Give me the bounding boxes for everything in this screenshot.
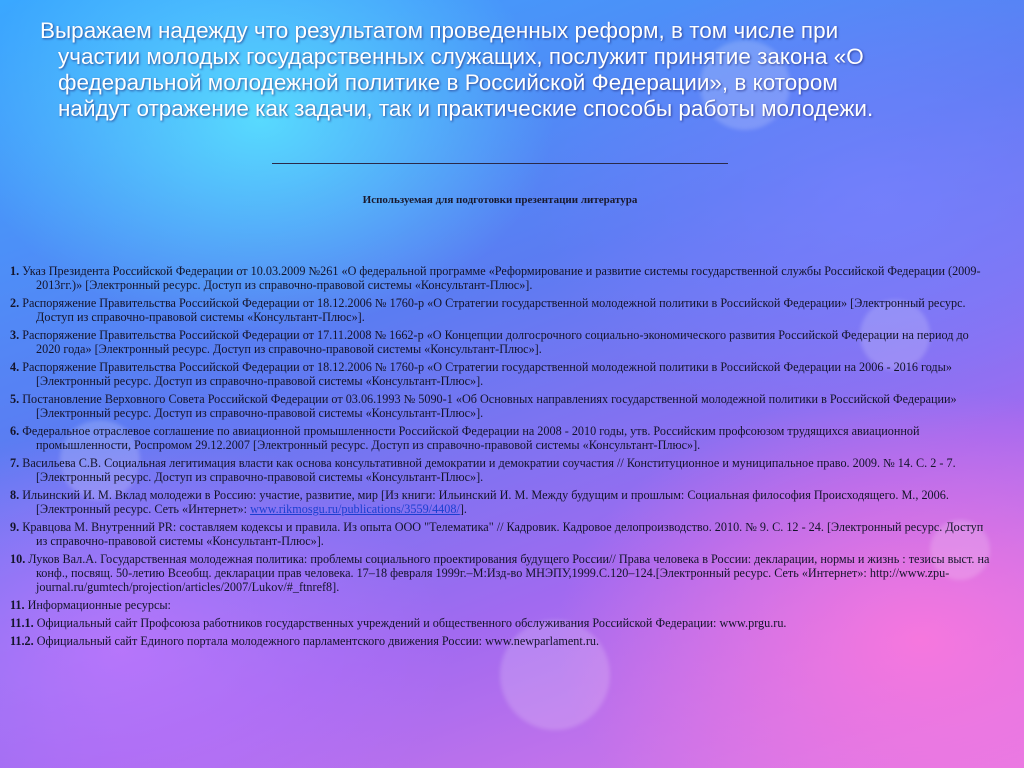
reference-item	[10, 488, 990, 516]
divider-line	[272, 163, 728, 164]
reference-number: 11.1.	[10, 616, 34, 630]
reference-number: 11.2.	[10, 634, 34, 648]
reference-number: 8.	[10, 488, 20, 502]
reference-number: 6.	[10, 424, 20, 438]
reference-item	[10, 552, 990, 594]
title-line: Выражаем надежду что результатом проведенных реформ, в том числе при	[40, 18, 839, 43]
reference-item	[10, 296, 990, 324]
title-line: найдут отражение как задачи, так и практические способы работы молодежи.	[58, 96, 874, 121]
reference-text: Ильинский И. М. Вклад молодежи в Россию: участие, развитие, мир [Из книги: Ильинский И. М. Между будущим и прошлым: Социальная философия Происходящего. М., 2006. [Электронный ресурс. Сеть «Интернет»:	[22, 488, 949, 516]
reference-item	[10, 264, 990, 292]
reference-number: 9.	[10, 520, 20, 534]
reference-number: 3.	[10, 328, 20, 342]
reference-text: ].	[459, 502, 467, 516]
title-line: участии молодых государственных служащих, послужит принятие закона «О	[58, 44, 864, 69]
reference-text: Распоряжение Правительства Российской Федерации от 17.11.2008 № 1662-р «О Концепции долгосрочного социально-экономического развития Российской Федерации на период до 2020 года» [Электронный ресурс. Доступ из справочно-правовой системы «Консультант-Плюс»].	[22, 328, 969, 356]
reference-text: Распоряжение Правительства Российской Федерации от 18.12.2006 № 1760-р «О Стратегии государственной молодежной политики в Российской Федерации на 2006 - 2016 годы» [Электронный ресурс. Доступ из справочно-правовой системы «Консультант-Плюс»].	[22, 360, 952, 388]
reference-item	[10, 520, 990, 548]
reference-list	[10, 264, 990, 652]
reference-item	[10, 634, 990, 648]
reference-number: 1.	[10, 264, 20, 278]
literature-heading: Используемая для подготовки презентации литература	[362, 194, 638, 206]
reference-text: Распоряжение Правительства Российской Федерации от 18.12.2006 № 1760-р «О Стратегии государственной молодежной политики в Российской Федерации» [Электронный ресурс. Доступ из справочно-правовой системы «Консультант-Плюс»].	[22, 296, 966, 324]
reference-text: Официальный сайт Единого портала молодежного парламентского движения России: www.newparlament.ru.	[36, 634, 600, 648]
reference-number: 7.	[10, 456, 20, 470]
reference-item	[10, 328, 990, 356]
reference-text: Постановление Верховного Совета Российской Федерации от 03.06.1993 № 5090-1 «Об Основных направлениях государственной молодежной политики в Российской Федерации» [Электронный ресурс. Доступ из справочно-правовой системы «Консультант-Плюс»].	[22, 392, 957, 420]
title-line: федеральной молодежной политике в Российской Федерации», в котором	[58, 70, 838, 95]
reference-text: Официальный сайт Профсоюза работников государственных учреждений и общественного обслуживания Российской Федерации: www.prgu.ru.	[36, 616, 787, 630]
reference-item	[10, 360, 990, 388]
reference-number: 10.	[10, 552, 26, 566]
reference-item	[10, 424, 990, 452]
reference-text: Указ Президента Российской Федерации от 10.03.2009 №261 «О федеральной программе «Реформирование и развитие системы государственной службы Российской Федерации (2009-2013гг.)» [Электронный ресурс. Доступ из справочно-правовой системы «Консультант-Плюс»].	[22, 264, 981, 292]
reference-number: 5.	[10, 392, 20, 406]
reference-text: Федеральное отраслевое соглашение по авиационной промышленности Российской Федерации на 2008 - 2010 годы, утв. Российским профсоюзом трудящихся авиационной промышленности, Роспромом 29.12.2007 [Электронный ресурс. Доступ из справочно-правовой системы «Консультант-Плюс»].	[22, 424, 920, 452]
reference-text: Луков Вал.А. Государственная молодежная политика: проблемы социального проектирования будущего России// Права человека в России: декларации, нормы и жизнь : тезисы выст. на конф., посвящ. 50-летию Всеобщ. декларации прав человека. 17–18 февраля 1999г.–М:Изд-во МНЭПУ,1999.С.120–124.[Электронный ресурс. Сеть «Интернет»: http://www.zpu-journal.ru/gumtech/projection/articles/2007/Lukov/#_ftnref8].	[28, 552, 990, 594]
reference-item	[10, 456, 990, 484]
slide-title	[40, 18, 1000, 122]
reference-number: 2.	[10, 296, 20, 310]
reference-text: Васильева С.В. Социальная легитимация власти как основа консультативной демократии и демократии соучастия // Конституционное и муниципальное право. 2009. № 14. С. 2 - 7. [Электронный ресурс. Доступ из справочно-правовой системы «Консультант-Плюс»].	[22, 456, 956, 484]
reference-item	[10, 616, 990, 630]
reference-text: Кравцова М. Внутренний PR: составляем кодексы и правила. Из опыта ООО "Телематика" // Кадровик. Кадровое делопроизводство. 2010. № 9. С. 12 - 24. [Электронный ресурс. Доступ из справочно-правовой системы «Консультант-Плюс»].	[22, 520, 984, 548]
reference-link[interactable]: www.rikmosgu.ru/publications/3559/4408/	[250, 502, 460, 516]
reference-number: 4.	[10, 360, 20, 374]
reference-item	[10, 598, 990, 612]
reference-number: 11.	[10, 598, 25, 612]
reference-text: Информационные ресурсы:	[27, 598, 171, 612]
reference-item	[10, 392, 990, 420]
